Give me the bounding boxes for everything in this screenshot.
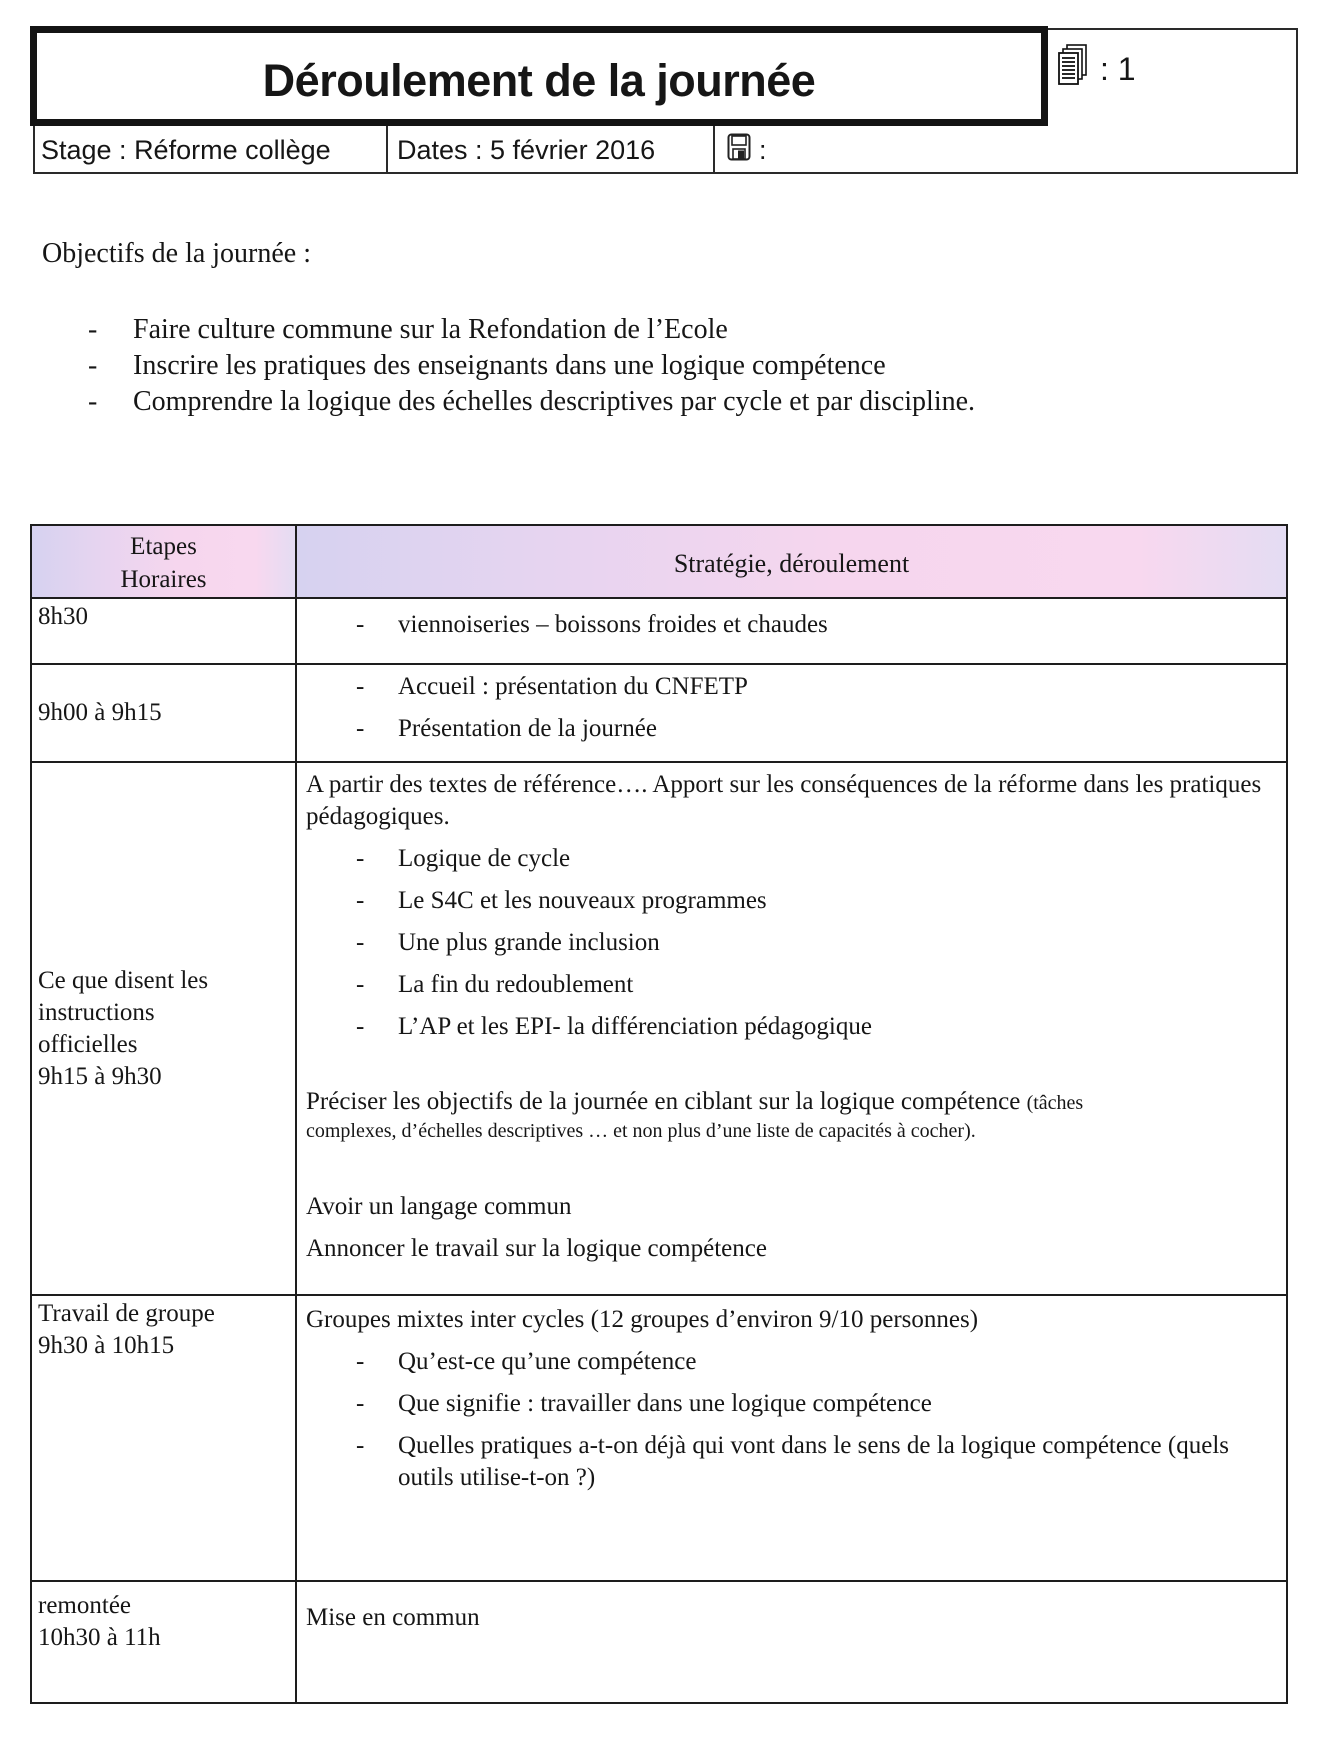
intro-text: A partir des textes de référence…. Apport sur les conséquences de la réforme dans les pratiques pédagogiques. [306, 771, 1262, 830]
list-item: - Présentation de la journée [356, 715, 657, 742]
copies-count [1058, 44, 1136, 94]
objective-text: Comprendre la logique des échelles descriptives par cycle et par discipline. [133, 386, 976, 417]
bullet-list [306, 609, 1277, 641]
schedule-table [30, 524, 1288, 1704]
list-item: - Le S4C et les nouveaux programmes [356, 887, 767, 914]
closing-text: Annoncer le travail sur la logique compétence [306, 1235, 767, 1262]
strategy-cell [296, 1295, 1287, 1581]
objectives-list [88, 312, 975, 420]
floppy-disk-icon [727, 133, 751, 168]
table-header-row [31, 525, 1287, 598]
stage-label: Stage : Réforme collège [41, 134, 331, 165]
column-header-strategie: Stratégie, déroulement [296, 525, 1287, 598]
time-cell: Ce que disent les instructions officielles 9h15 à 9h30 [31, 762, 296, 1295]
list-item: - Qu’est-ce qu’une compétence [356, 1348, 697, 1375]
list-item: - Que signifie : travailler dans une logique compétence [356, 1390, 932, 1417]
intro-text: Groupes mixtes inter cycles (12 groupes d’environ 9/10 personnes) [306, 1306, 979, 1333]
table-row [31, 1295, 1287, 1581]
save-label: : [759, 134, 767, 165]
time-cell: 9h00 à 9h15 [31, 664, 296, 762]
strategy-cell [296, 664, 1287, 762]
list-item: - Logique de cycle [356, 845, 571, 872]
documents-stack-icon [1058, 44, 1088, 94]
objectives-title: Objectifs de la journée : [42, 238, 312, 269]
intro-text: Mise en commun [306, 1604, 480, 1631]
closing-text: Avoir un langage commun [306, 1193, 572, 1220]
bullet-list [306, 1346, 1277, 1494]
strategy-cell [296, 598, 1287, 664]
objective-item [88, 312, 975, 348]
time-cell: 8h30 [31, 598, 296, 664]
strategy-cell [296, 762, 1287, 1295]
time-cell: remontée 10h30 à 11h [31, 1581, 296, 1703]
table-row [31, 1581, 1287, 1703]
dates-field [388, 126, 715, 174]
table-row [31, 598, 1287, 664]
list-item: - L’AP et les EPI- la différenciation pédagogique [356, 1013, 872, 1040]
save-field [715, 126, 767, 174]
document-title-box [30, 26, 1048, 126]
time-cell: Travail de groupe 9h30 à 10h15 [31, 1295, 296, 1581]
bullet-dash: - [88, 314, 98, 345]
stage-field [33, 126, 388, 174]
bullet-list [306, 671, 1277, 745]
table-row [31, 664, 1287, 762]
table-row [31, 762, 1287, 1295]
list-item: - Accueil : présentation du CNFETP [356, 673, 748, 700]
bullet-dash: - [88, 386, 98, 417]
bullet-dash: - [88, 350, 98, 381]
copies-label: : 1 [1100, 50, 1136, 87]
header-info-row [33, 126, 1298, 174]
objective-item [88, 348, 975, 384]
dates-label: Dates : 5 février 2016 [397, 134, 656, 165]
precise-text: Préciser les objectifs de la journée en ciblant sur la logique compétence (tâches complexes, d’échelles descriptives … et non plus d’une liste de capacités à cocher). [306, 1088, 1084, 1142]
column-header-etapes-horaires: Etapes Horaires [31, 525, 296, 598]
list-item: - Une plus grande inclusion [356, 929, 660, 956]
list-item: - Quelles pratiques a-t-on déjà qui vont dans le sens de la logique compétence (quels outils utilise-t-on ?) [356, 1432, 1229, 1491]
objective-text: Faire culture commune sur la Refondation de l’Ecole [133, 314, 728, 345]
objective-item [88, 384, 975, 420]
objective-text: Inscrire les pratiques des enseignants dans une logique compétence [133, 350, 886, 381]
list-item: - viennoiseries – boissons froides et chaudes [356, 611, 828, 638]
document-title: Déroulement de la journée [262, 55, 816, 106]
strategy-cell [296, 1581, 1287, 1703]
bullet-list [306, 843, 1277, 1043]
list-item: - La fin du redoublement [356, 971, 634, 998]
